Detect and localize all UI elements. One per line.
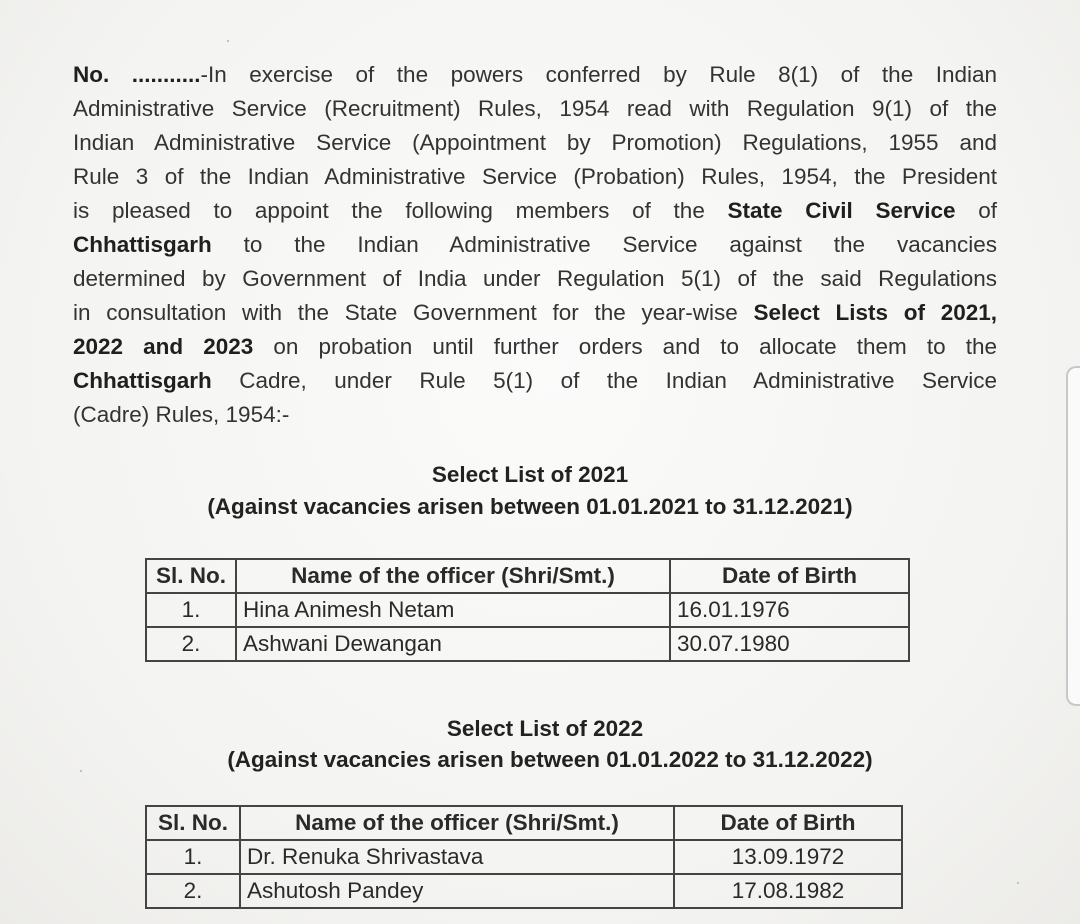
para-bold: 2022 and 2023	[73, 334, 254, 359]
header-name: Name of the officer (Shri/Smt.)	[236, 559, 670, 593]
para-text: of	[955, 198, 997, 223]
para-text: in consultation with the State Government for the year-wise	[73, 300, 754, 325]
select-list-table-2022	[145, 805, 903, 909]
order-paragraph	[73, 58, 997, 432]
para-text: determined by Government of India under Regulation 5(1) of the said Regulations	[73, 266, 997, 291]
header-dob: Date of Birth	[674, 806, 902, 840]
para-bold: Chhattisgarh	[73, 368, 212, 393]
para-text: Rule 3 of the Indian Administrative Service (Probation) Rules, 1954, the President	[73, 164, 997, 189]
table-row	[146, 840, 902, 874]
para-bold: Chhattisgarh	[73, 232, 212, 257]
header-sl-no: Sl. No.	[146, 559, 236, 593]
table-header-row	[146, 806, 902, 840]
para-line	[73, 228, 997, 262]
para-line	[73, 58, 997, 92]
header-sl-no: Sl. No.	[146, 806, 240, 840]
para-text: -In exercise of the powers conferred by Rule 8(1) of the Indian	[200, 62, 998, 87]
cell-dob: 13.09.1972	[674, 840, 902, 874]
para-text: Administrative Service (Recruitment) Rules, 1954 read with Regulation 9(1) of the	[73, 96, 997, 121]
para-text: Indian Administrative Service (Appointment by Promotion) Regulations, 1955 and	[73, 130, 997, 155]
edge-scroll-handle[interactable]	[1066, 366, 1080, 706]
para-text: Cadre, under Rule 5(1) of the Indian Administrative Service	[211, 368, 997, 393]
para-line	[73, 398, 997, 432]
para-line	[73, 194, 997, 228]
header-name: Name of the officer (Shri/Smt.)	[240, 806, 674, 840]
para-line	[73, 126, 997, 160]
para-line	[73, 160, 997, 194]
cell-sl-no: 1.	[146, 840, 240, 874]
order-number: No. ...........	[73, 62, 201, 87]
para-line	[73, 92, 997, 126]
cell-sl-no: 2.	[146, 627, 236, 661]
table-header-row	[146, 559, 909, 593]
scan-speck: ·	[78, 760, 84, 780]
cell-officer-name: Dr. Renuka Shrivastava	[240, 840, 674, 874]
cell-officer-name: Ashwani Dewangan	[236, 627, 670, 661]
para-text: (Cadre) Rules, 1954:-	[73, 402, 290, 427]
table-row	[146, 874, 902, 908]
cell-sl-no: 1.	[146, 593, 236, 627]
table-row	[146, 627, 909, 661]
select-list-subtitle: (Against vacancies arisen between 01.01.2021 to 31.12.2021)	[207, 494, 853, 519]
para-bold: Select Lists of 2021,	[753, 300, 997, 325]
para-text: to the Indian Administrative Service against the vacancies	[211, 232, 997, 257]
scan-speck: ·	[1015, 872, 1021, 892]
select-list-table-2021	[145, 558, 910, 662]
cell-officer-name: Ashutosh Pandey	[240, 874, 674, 908]
header-dob: Date of Birth	[670, 559, 909, 593]
table-row	[146, 593, 909, 627]
para-line	[73, 262, 997, 296]
para-text: on probation until further orders and to allocate them to the	[253, 334, 997, 359]
para-line	[73, 330, 997, 364]
scan-speck: ·	[225, 30, 231, 50]
para-line	[73, 364, 997, 398]
cell-sl-no: 2.	[146, 874, 240, 908]
select-list-title: Select List of 2021	[431, 462, 629, 487]
select-list-subtitle: (Against vacancies arisen between 01.01.2022 to 31.12.2022)	[227, 747, 873, 772]
select-list-title: Select List of 2022	[446, 716, 644, 741]
para-text: is pleased to appoint the following members of the	[73, 198, 728, 223]
cell-dob: 30.07.1980	[670, 627, 909, 661]
para-bold: State Civil Service	[727, 198, 956, 223]
para-line	[73, 296, 997, 330]
cell-dob: 16.01.1976	[670, 593, 909, 627]
cell-dob: 17.08.1982	[674, 874, 902, 908]
cell-officer-name: Hina Animesh Netam	[236, 593, 670, 627]
